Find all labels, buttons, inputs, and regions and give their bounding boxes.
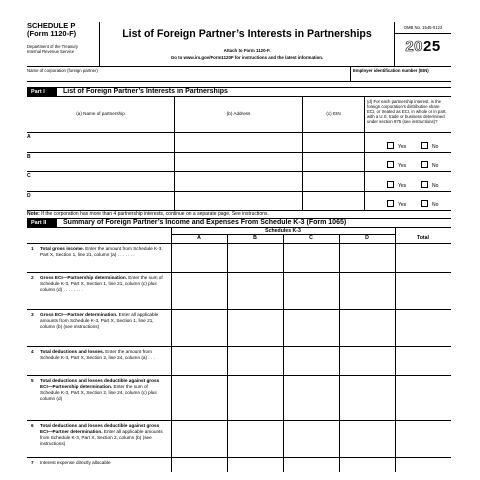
- name-row: [27, 67, 451, 82]
- yes-label: Yes: [398, 143, 407, 150]
- year-prefix: 20: [405, 38, 423, 55]
- no-checkbox[interactable]: [421, 142, 428, 149]
- yes-label: Yes: [398, 202, 407, 209]
- line-row-5: [27, 376, 451, 421]
- amount-cell-d[interactable]: [339, 244, 395, 272]
- partnership-name-field[interactable]: [27, 172, 175, 191]
- part2-header: [27, 218, 451, 228]
- line-number: 2: [31, 275, 34, 281]
- line-description: [40, 246, 168, 258]
- attach-instruction: Attach to Form 1120-F.: [223, 48, 271, 53]
- form-header: [27, 22, 451, 67]
- partnership-row-b: [27, 153, 451, 173]
- dept-line-2: Internal Revenue Service: [27, 49, 75, 54]
- yes-label: Yes: [398, 163, 407, 170]
- omb-number: OMB No. 1545-0123: [395, 22, 451, 34]
- partnership-name-field[interactable]: [27, 192, 175, 211]
- yes-option[interactable]: [387, 200, 406, 208]
- line-text: Enter the sum of Schedule K-3, Part X, Section 2, line 24, column (c) plus column (d): [40, 384, 157, 402]
- amount-cell-total[interactable]: [395, 376, 451, 420]
- no-option[interactable]: [421, 142, 438, 150]
- amount-cell-a[interactable]: [171, 347, 227, 375]
- partnership-ein-field[interactable]: [303, 172, 365, 191]
- amount-cell-c[interactable]: [283, 376, 339, 420]
- part2-column-headers: [27, 235, 451, 244]
- title-block: [99, 22, 395, 66]
- line-bold-text: Gross ECI—Partner determination.: [40, 312, 118, 318]
- partnership-address-field[interactable]: [175, 153, 303, 172]
- line-text: Enter the sum of Schedule K-3, Part X, Section 1, line 21, column (c) plus column (d) . . . . . . . .: [40, 275, 163, 293]
- amount-cell-a[interactable]: [171, 244, 227, 272]
- col-header-b: B: [253, 235, 257, 242]
- ein-label: Employer identification number (EIN): [353, 68, 429, 73]
- partnership-address-field[interactable]: [175, 133, 303, 152]
- amount-cell-a[interactable]: [171, 310, 227, 346]
- eci-choice: [365, 192, 451, 211]
- amount-cell-b[interactable]: [227, 347, 283, 375]
- eci-choice: [365, 153, 451, 172]
- year-suffix: 25: [423, 38, 441, 55]
- col-header-c: C: [309, 235, 313, 242]
- partnership-address-field[interactable]: [175, 192, 303, 211]
- line-text: Enter all applicable amounts from Schedule K-3, Part X, Section 1, line 21, column (b) (see instructions): [40, 312, 159, 330]
- line-number: 3: [31, 312, 34, 318]
- amount-cell-total[interactable]: [395, 458, 451, 472]
- amount-cell-d[interactable]: [339, 347, 395, 375]
- partnership-row-c: [27, 172, 451, 192]
- part1-header: [27, 87, 451, 97]
- line-text: Enter the amount from Schedule K-3, Part X, Section 2, line 24, column (a) . . .: [40, 349, 155, 361]
- amount-cell-c[interactable]: [283, 273, 339, 309]
- line-description: [40, 423, 168, 447]
- yes-checkbox[interactable]: [387, 181, 394, 188]
- line-row-7: [27, 458, 451, 472]
- partnership-address-field[interactable]: [175, 172, 303, 191]
- form-title: List of Foreign Partner’s Interests in Partnerships: [122, 28, 372, 40]
- no-label: No: [432, 182, 439, 189]
- no-option[interactable]: [421, 181, 438, 189]
- no-checkbox[interactable]: [421, 161, 428, 168]
- note-text: If the corporation has more than 4 partnership interests, continue on a separate page. See instructions.: [39, 211, 269, 218]
- line-description: [40, 312, 168, 330]
- yes-label: Yes: [398, 182, 407, 189]
- part2-title: Summary of Foreign Partner’s Income and Expenses From Schedule K-3 (Form 1065): [63, 219, 347, 227]
- amount-cell-b[interactable]: [227, 376, 283, 420]
- no-option[interactable]: [421, 161, 438, 169]
- amount-cell-c[interactable]: [283, 244, 339, 272]
- amount-cell-c[interactable]: [283, 310, 339, 346]
- line-bold-text: Gross ECI—Partnership determination.: [40, 275, 127, 281]
- line-description: [40, 275, 168, 293]
- partnership-ein-field[interactable]: [303, 192, 365, 211]
- amount-cell-total[interactable]: [395, 421, 451, 457]
- col-header-d: D: [365, 235, 369, 242]
- col-a-header: (a) Name of partnership: [27, 97, 175, 132]
- amount-cell-total[interactable]: [395, 273, 451, 309]
- no-label: No: [432, 202, 439, 209]
- yes-checkbox[interactable]: [387, 161, 394, 168]
- partnership-name-field[interactable]: [27, 133, 175, 152]
- partnership-ein-field[interactable]: [303, 133, 365, 152]
- partnership-row-a: [27, 133, 451, 153]
- amount-cell-d[interactable]: [339, 458, 395, 472]
- line-text: Enter the amount from Schedule K-3, Part X, Section 1, line 21, column (a) . . . . . . .: [40, 246, 163, 258]
- yes-checkbox[interactable]: [387, 200, 394, 207]
- line-number: 4: [31, 349, 34, 355]
- line-text: Interest expense directly allocable: [40, 460, 111, 466]
- part2-lines: [27, 244, 451, 472]
- col-d-header: (d) For each partnership interest, is the foreign corporation’s distributive share ECI, or treated as ECI, in whole or in part, with a U.S. trade or business determined under section 875 (see instructions)?: [367, 99, 447, 124]
- line-number: 6: [31, 423, 34, 429]
- line-description: [40, 349, 168, 361]
- eci-choice: [365, 172, 451, 191]
- amount-cell-c[interactable]: [283, 347, 339, 375]
- form-id-block: [27, 22, 100, 66]
- amount-cell-total[interactable]: [395, 244, 451, 272]
- yes-checkbox[interactable]: [387, 142, 394, 149]
- line-bold-text: Total gross income.: [40, 246, 84, 252]
- form-number: (Form 1120-F): [27, 29, 77, 38]
- yes-option[interactable]: [387, 161, 406, 169]
- col-b-header: (b) Address: [175, 97, 303, 132]
- amount-cell-a[interactable]: [171, 421, 227, 457]
- no-checkbox[interactable]: [421, 181, 428, 188]
- part2-label: Part II: [27, 219, 57, 227]
- line-number: 7: [31, 460, 34, 466]
- amount-cell-b[interactable]: [227, 421, 283, 457]
- row-letter: D: [27, 192, 31, 199]
- line-description: [40, 378, 168, 402]
- line-bold-text: Total deductions and losses.: [40, 349, 104, 355]
- yes-option[interactable]: [387, 181, 406, 189]
- omb-block: [394, 22, 451, 66]
- partnership-row-d: [27, 192, 451, 212]
- amount-cell-b[interactable]: [227, 244, 283, 272]
- line-text: Enter all applicable amounts from Schedule K-3, Part X, Section 2, column (b) (see instructions): [40, 429, 163, 447]
- note-label: Note:: [27, 211, 40, 218]
- partnership-name-field[interactable]: [27, 153, 175, 172]
- part1-column-headers: [27, 97, 451, 133]
- ein-field[interactable]: [350, 67, 429, 82]
- department-label: [27, 44, 99, 54]
- line-row-1: [27, 244, 451, 273]
- schedule-name: SCHEDULE P: [27, 21, 76, 30]
- no-label: No: [432, 163, 439, 170]
- amount-cell-b[interactable]: [227, 310, 283, 346]
- amount-cell-a[interactable]: [171, 458, 227, 472]
- line-description: [40, 460, 168, 466]
- amount-cell-b[interactable]: [227, 273, 283, 309]
- schedules-k3-header: [27, 228, 451, 235]
- amount-cell-c[interactable]: [283, 421, 339, 457]
- col-c-header: (c) EIN: [303, 97, 365, 132]
- goto-instruction: Go to www.irs.gov/Form1120F for instructions and the latest information.: [170, 55, 324, 60]
- amount-cell-a[interactable]: [171, 376, 227, 420]
- amount-cell-d[interactable]: [339, 310, 395, 346]
- no-checkbox[interactable]: [421, 200, 428, 207]
- amount-cell-d[interactable]: [339, 421, 395, 457]
- line-row-3: [27, 310, 451, 347]
- line-number: 1: [31, 246, 34, 252]
- tax-year: [395, 38, 451, 55]
- line-row-6: [27, 421, 451, 458]
- row-letter: A: [27, 134, 31, 140]
- part1-label: Part I: [27, 88, 57, 96]
- row-letter: B: [27, 153, 31, 160]
- amount-cell-total[interactable]: [395, 310, 451, 346]
- dept-line-1: Department of the Treasury: [27, 44, 78, 49]
- row-letter: C: [27, 173, 31, 180]
- line-bold-text: Total deductions and losses deductible against gross ECI—Partnership determination.: [40, 378, 160, 390]
- amount-cell-d[interactable]: [339, 273, 395, 309]
- yes-option[interactable]: [387, 142, 406, 150]
- amount-cell-b[interactable]: [227, 458, 283, 472]
- amount-cell-c[interactable]: [283, 458, 339, 472]
- partnership-ein-field[interactable]: [303, 153, 365, 172]
- part1-title: List of Foreign Partner’s Interests in Partnerships: [63, 88, 228, 95]
- line-bold-text: Total deductions and losses deductible against gross ECI—Partner determination.: [40, 423, 160, 435]
- corporation-name-label: Name of corporation (foreign partner): [27, 68, 98, 73]
- no-label: No: [432, 143, 439, 150]
- col-header-a: A: [197, 235, 201, 242]
- corporation-name-field[interactable]: [27, 68, 98, 73]
- col-header-total: Total: [416, 235, 429, 242]
- line-number: 5: [31, 378, 34, 384]
- amount-cell-a[interactable]: [171, 273, 227, 309]
- part1-note: [27, 211, 451, 218]
- eci-choice: [365, 133, 451, 152]
- line-row-4: [27, 347, 451, 376]
- amount-cell-d[interactable]: [339, 376, 395, 420]
- schedule-p-form: [27, 22, 451, 472]
- amount-cell-total[interactable]: [395, 347, 451, 375]
- line-row-2: [27, 273, 451, 310]
- no-option[interactable]: [421, 200, 438, 208]
- schedules-k3-label: Schedules K-3: [265, 228, 301, 235]
